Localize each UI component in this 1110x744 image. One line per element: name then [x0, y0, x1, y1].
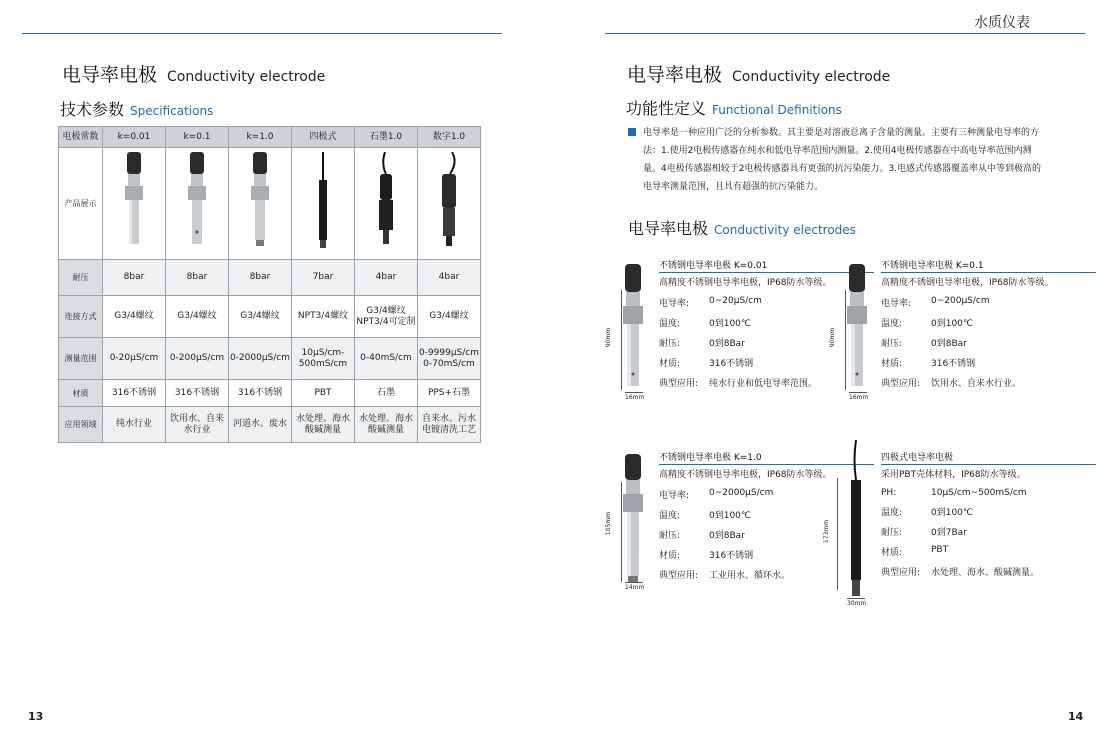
spec-row: 温度: 0到100℃ — [881, 508, 974, 518]
spec-row: 材质: 316不锈钢 — [659, 359, 754, 369]
table-cell: 0-2000μS/cm — [229, 338, 292, 380]
table-row — [59, 338, 481, 380]
dimension-width: 16mm — [625, 394, 645, 401]
table-cell: 0-20μS/cm — [103, 338, 166, 380]
product-image-cell — [166, 148, 229, 260]
page-number: 14 — [1068, 710, 1084, 723]
table-cell: 8bar — [229, 260, 292, 296]
table-col-header: 四极式 — [292, 127, 355, 148]
dimension-width: 14mm — [625, 584, 645, 591]
table-col-header: k=1.0 — [229, 127, 292, 148]
spec-row: 电导率: 0~200μS/cm — [881, 296, 990, 309]
product-image-cell — [229, 148, 292, 260]
table-cell: G3/4螺纹 NPT3/4可定制 — [355, 296, 418, 338]
product-desc: 采用PBT壳体材料，IP68防水等级。 — [881, 470, 1026, 480]
product-image-cell — [103, 148, 166, 260]
product-image-cell — [418, 148, 481, 260]
header-rule — [22, 33, 502, 34]
spec-row: 耐压: 0到8Bar — [659, 531, 745, 541]
table-cell: 10μS/cm-500mS/cm — [292, 338, 355, 380]
product-card — [881, 450, 1096, 578]
table-cell: G3/4螺纹 — [166, 296, 229, 338]
table-col-header: 数字1.0 — [418, 127, 481, 148]
table-cell: PPS+石墨 — [418, 380, 481, 407]
spec-row: 材质: 316不锈钢 — [659, 551, 754, 561]
page-title: 电导率电极 Conductivity electrode — [627, 64, 891, 86]
table-cell: 石墨 — [355, 380, 418, 407]
dimension-line — [849, 392, 867, 393]
dimension-line — [625, 582, 643, 583]
dimension-line — [847, 598, 865, 599]
electrode-diagram — [837, 262, 877, 402]
dimension-height: 90mm — [605, 327, 613, 348]
product-title: 不锈钢电导率电极 K=0.1 — [881, 258, 1096, 273]
table-cell: 纯水行业 — [103, 407, 166, 443]
dimension-height: 173mm — [823, 519, 831, 544]
func-definition-text: 电导率是一种应用广泛的分析参数。其主要是对溶液总离子含量的测量。主要有三种测量电导率的方法：1.使用2电极传感器在纯水和低电导率范围内测量。2.使用4电极传感器在中高电导率范围内测量。4电极传感器相较于2电极传感器具有更强的抗污染能力。3.电感式传感器覆盖率从中等到极高的电导率测量范围，且具有超强的抗污染能力。 — [643, 128, 1042, 192]
table-cell: PBT — [292, 380, 355, 407]
spec-row: 材质: PBT — [881, 545, 949, 558]
header-rule — [605, 33, 1085, 34]
table-row — [59, 148, 481, 260]
spec-row: 温度: 0到100℃ — [881, 319, 974, 329]
spec-row: 耐压: 0到8Bar — [881, 339, 967, 349]
spec-row: 电导率: 0~2000μS/cm — [659, 488, 774, 501]
spec-row: PH: 10μS/cm~500mS/cm — [881, 488, 1027, 498]
spec-row: 典型应用: 纯水行业和低电导率范围。 — [659, 379, 818, 389]
table-cell: 水处理、海水酸碱测量 — [292, 407, 355, 443]
spec-row: 材质: 316不锈钢 — [881, 359, 976, 369]
row-label: 产品展示 — [59, 148, 103, 260]
product-card — [881, 258, 1096, 389]
table-cell: 316不锈钢 — [103, 380, 166, 407]
table-cell: 8bar — [103, 260, 166, 296]
electrode-image — [245, 152, 275, 252]
row-label: 连接方式 — [59, 296, 103, 338]
electrode-diagram — [841, 440, 871, 606]
table-row — [59, 380, 481, 407]
table-row — [59, 296, 481, 338]
table-cell: 316不锈钢 — [229, 380, 292, 407]
table-header-label: 电极常数 — [59, 127, 103, 148]
electrode-image — [371, 152, 401, 252]
right-page — [555, 0, 1110, 744]
product-desc: 高精度不锈钢电导率电极，IP68防水等级。 — [659, 278, 832, 288]
spec-row: 温度: 0到100℃ — [659, 511, 752, 521]
electrode-image — [119, 152, 149, 252]
dimension-height: 105mm — [605, 511, 613, 536]
spec-row: 温度: 0到100℃ — [659, 319, 752, 329]
table-row — [59, 407, 481, 443]
table-cell: 8bar — [166, 260, 229, 296]
electrode-image — [308, 152, 338, 252]
product-title: 不锈钢电导率电极 K=1.0 — [659, 450, 874, 465]
dimension-line — [845, 290, 846, 390]
table-cell: 0-200μS/cm — [166, 338, 229, 380]
table-cell: NPT3/4螺纹 — [292, 296, 355, 338]
row-label: 材质 — [59, 380, 103, 407]
product-title: 四极式电导率电极 — [881, 450, 1096, 465]
table-cell: 自来水、污水电镀清洗工艺 — [418, 407, 481, 443]
spec-row: 耐压: 0到8Bar — [659, 339, 745, 349]
dimension-line — [625, 392, 643, 393]
bullet-square-icon — [628, 128, 636, 136]
table-cell: 4bar — [418, 260, 481, 296]
product-image-cell — [292, 148, 355, 260]
table-cell: G3/4螺纹 — [103, 296, 166, 338]
table-cell: 0-9999μS/cm 0-70mS/cm — [418, 338, 481, 380]
table-col-header: k=0.01 — [103, 127, 166, 148]
spec-row: 典型应用: 水处理、海水、酸碱测量。 — [881, 568, 1040, 578]
product-desc: 高精度不锈钢电导率电极，IP68防水等级。 — [659, 470, 832, 480]
table-cell: G3/4螺纹 — [418, 296, 481, 338]
dimension-line — [621, 290, 622, 390]
table-cell: 饮用水、自来水行业 — [166, 407, 229, 443]
table-row — [59, 260, 481, 296]
spec-row: 典型应用: 工业用水、循环水。 — [659, 571, 791, 581]
row-label: 耐压 — [59, 260, 103, 296]
page-number: 13 — [28, 710, 44, 723]
func-section-title: 功能性定义 Functional Definitions — [626, 99, 842, 118]
product-desc: 高精度不锈钢电导率电极，IP68防水等级。 — [881, 278, 1054, 288]
dimension-line — [621, 482, 622, 582]
dimension-width: 30mm — [847, 600, 867, 607]
table-cell: 316不锈钢 — [166, 380, 229, 407]
spec-section-title: 技术参数 Specifications — [60, 100, 214, 119]
table-header-row — [59, 127, 481, 148]
table-cell: 水处理、海水酸碱测量 — [355, 407, 418, 443]
spec-table — [58, 126, 481, 443]
electrode-diagram — [613, 262, 653, 402]
row-label: 应用领域 — [59, 407, 103, 443]
spec-row: 电导率: 0~20μS/cm — [659, 296, 762, 309]
table-cell: 0-40mS/cm — [355, 338, 418, 380]
product-title: 不锈钢电导率电极 K=0.01 — [659, 258, 874, 273]
table-cell: 7bar — [292, 260, 355, 296]
spec-row: 耐压: 0到7Bar — [881, 528, 967, 538]
page-title: 电导率电极 Conductivity electrode — [62, 64, 326, 86]
dimension-width: 16mm — [849, 394, 869, 401]
dimension-line — [837, 478, 838, 590]
electrode-image — [434, 152, 464, 252]
electrode-image — [182, 152, 212, 252]
table-cell: 河道水、废水 — [229, 407, 292, 443]
electrode-diagram — [613, 452, 653, 592]
product-image-cell — [355, 148, 418, 260]
table-col-header: 石墨1.0 — [355, 127, 418, 148]
table-cell: 4bar — [355, 260, 418, 296]
table-cell: G3/4螺纹 — [229, 296, 292, 338]
row-label: 测量范围 — [59, 338, 103, 380]
spec-row: 典型应用: 饮用水、自来水行业。 — [881, 379, 1022, 389]
dimension-height: 90mm — [829, 327, 837, 348]
header-category: 水质仪表 — [974, 15, 1030, 31]
table-col-header: k=0.1 — [166, 127, 229, 148]
products-section-title: 电导率电极 Conductivity electrodes — [628, 219, 856, 238]
